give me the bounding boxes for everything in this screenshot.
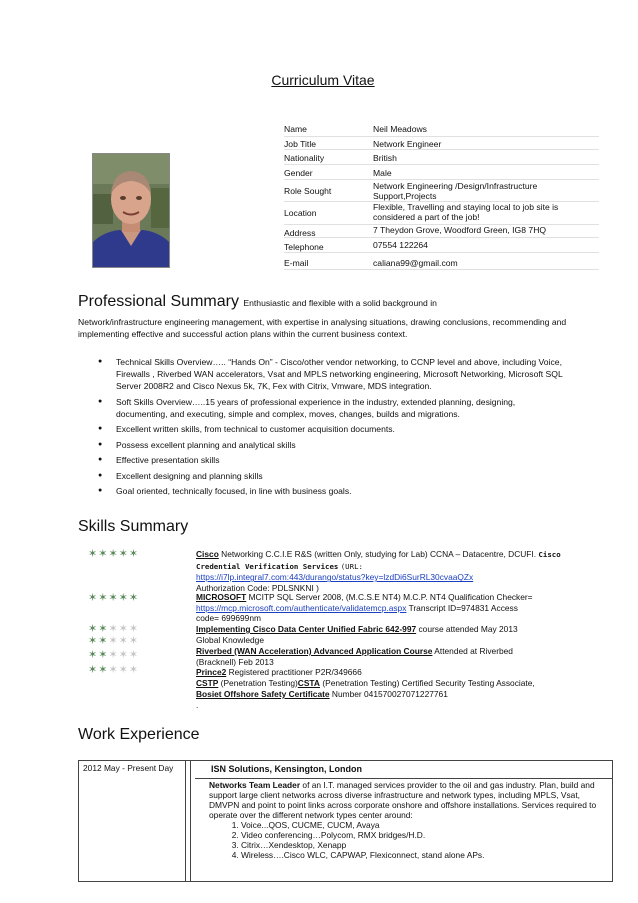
employment-dates: 2012 May - Present Day <box>83 763 174 773</box>
star-icon: ✶ <box>108 592 119 604</box>
profile-photo <box>92 153 170 268</box>
detail-value: 7 Theydon Grove, Woodford Green, IG8 7HQ <box>373 225 547 235</box>
list-item: ● Excellent written skills, from technical to customer acquisition documents. <box>98 423 568 435</box>
skills-summary-heading: Skills Summary <box>78 518 189 535</box>
table-divider <box>185 761 186 881</box>
detail-row-location <box>284 202 599 225</box>
star-rating-icon <box>88 623 139 635</box>
detail-value: Neil Meadows <box>373 124 427 134</box>
skill-dcuf <box>196 624 614 645</box>
skill-name: CSTP <box>196 678 219 688</box>
star-icon: ✶ <box>128 664 140 676</box>
skill-desc: MCITP SQL Server 2008, (M.C.S.E NT4) M.C.P. NT4 Qualification Checker= <box>248 592 533 602</box>
skill-name: Prince2 <box>196 667 227 677</box>
skill-desc: (Penetration Testing) Certified Security Testing Associate, <box>322 678 535 688</box>
detail-value: Flexible, Travelling and staying local to job site is considered a part of the job! <box>373 202 559 222</box>
detail-label: Address <box>284 228 316 238</box>
table-divider <box>190 761 191 881</box>
auth-code: Authorization Code: PDLSNKNI ) <box>196 582 319 593</box>
personal-details-table <box>284 124 599 270</box>
star-icon: ✶ <box>108 649 119 661</box>
detail-label: Location <box>284 208 317 218</box>
star-icon: ✶ <box>108 548 119 560</box>
star-icon: ✶ <box>108 623 119 635</box>
skill-name: Cisco <box>196 549 219 559</box>
star-icon: ✶ <box>98 649 109 661</box>
star-icon: ✶ <box>98 592 109 604</box>
detail-value: 07554 122264 <box>373 240 428 250</box>
detail-label: Gender <box>284 168 313 178</box>
skill-mono: Cisco <box>538 550 561 559</box>
star-icon: ✶ <box>118 664 129 676</box>
skill-prince2 <box>196 667 614 678</box>
star-icon: ✶ <box>128 649 140 661</box>
star-icon: ✶ <box>98 664 109 676</box>
section-title: Professional Summary <box>78 293 239 310</box>
skill-microsoft <box>196 592 614 624</box>
company-name: ISN Solutions, Kensington, London <box>195 761 612 779</box>
transcript-id: Transcript ID=974831 Access <box>408 602 518 613</box>
detail-row-name <box>284 124 599 137</box>
skill-desc: Registered practitioner P2R/349666 <box>228 667 362 677</box>
star-icon: ✶ <box>88 635 99 647</box>
person-photo-icon <box>93 154 169 267</box>
star-icon: ✶ <box>128 623 140 635</box>
professional-summary-heading <box>78 293 437 311</box>
skill-name: CSTA <box>297 678 320 688</box>
detail-label: Job Title <box>284 139 317 149</box>
star-icon: ✶ <box>98 635 109 647</box>
list-item: 2. Video conferencing…Polycom, RMX bridges/H.D. <box>241 830 607 840</box>
list-item: ● Effective presentation skills <box>98 454 568 466</box>
skill-name: Riverbed (WAN Acceleration) Advanced Application Course <box>196 646 433 656</box>
skill-mono: Credential Verification Services <box>196 561 339 571</box>
skill-desc: Networking C.C.I.E R&S (written Only, studying for Lab) CCNA – Datacentre, DCUFI. <box>221 549 537 559</box>
role-title: Networks Team Leader <box>209 780 301 790</box>
skill-name: Bosiet Offshore Safety Certificate <box>196 689 330 699</box>
list-item: 4. Wireless….Cisco WLC, CAPWAP, Flexiconnect, stand alone APs. <box>241 850 607 860</box>
list-item: 3. Citrix…Xendesktop, Xenapp <box>241 840 607 850</box>
detail-row-nationality <box>284 150 599 165</box>
star-rating-icon <box>88 592 139 604</box>
skill-location: (Bracknell) Feb 2013 <box>196 656 274 667</box>
detail-label: E-mail <box>284 258 309 268</box>
star-icon: ✶ <box>128 548 140 560</box>
skills-end-mark: . <box>196 699 199 710</box>
access-code: code= 699699nm <box>196 613 261 624</box>
star-icon: ✶ <box>108 664 119 676</box>
detail-label: Name <box>284 124 307 134</box>
skill-bosiet <box>196 689 614 710</box>
skill-desc: Number 041570027071227761 <box>331 689 448 699</box>
star-icon: ✶ <box>128 635 140 647</box>
skill-desc: Attended at Riverbed <box>434 646 513 656</box>
star-icon: ✶ <box>108 635 119 647</box>
role-description <box>209 780 607 860</box>
star-icon: ✶ <box>88 664 99 676</box>
detail-row-email <box>284 253 599 270</box>
detail-value: British <box>373 153 397 163</box>
star-icon: ✶ <box>98 623 109 635</box>
star-icon: ✶ <box>118 649 129 661</box>
star-icon: ✶ <box>88 649 99 661</box>
star-icon: ✶ <box>118 635 129 647</box>
list-item: ● Soft Skills Overview…..15 years of professional experience in the industry, extended planning, designing, documenting, and executing, simple and complex, moves, changes, builds and migrations. <box>98 396 568 420</box>
work-experience-table <box>78 760 613 882</box>
skill-cisco <box>196 549 614 593</box>
skill-desc: (Penetration Testing) <box>220 678 298 688</box>
detail-value: caliana99@gmail.com <box>373 258 458 268</box>
detail-label: Role Sought <box>284 186 332 196</box>
list-item: ● Possess excellent planning and analytical skills <box>98 439 568 451</box>
star-icon: ✶ <box>118 623 129 635</box>
document-title: Curriculum Vitae <box>271 72 375 88</box>
detail-label: Telephone <box>284 242 324 252</box>
detail-value: Network Engineering /Design/Infrastructure Support,Projects <box>373 181 538 201</box>
star-icon: ✶ <box>118 548 129 560</box>
detail-row-telephone <box>284 238 599 253</box>
role-text: of an I.T. managed services provider to the oil and gas industry. Plan, build and support large client networks across diverse infrastructure and network types, including MPLS, Vsat, DMVPN and point to point links across corporate onshore and offshore installations. Services required to operate over the different network types center around: <box>209 780 597 820</box>
work-experience-heading: Work Experience <box>78 726 200 743</box>
service-list <box>209 820 607 860</box>
list-item: ● Excellent designing and planning skills <box>98 470 568 482</box>
star-icon: ✶ <box>98 548 109 560</box>
star-icon: ✶ <box>88 592 99 604</box>
detail-value: Network Engineer <box>373 139 442 149</box>
detail-value: Male <box>373 168 392 178</box>
star-icon: ✶ <box>128 592 140 604</box>
skill-desc: course attended May 2013 <box>418 624 518 634</box>
star-icon: ✶ <box>118 592 129 604</box>
star-icon: ✶ <box>88 623 99 635</box>
skill-name: MICROSOFT <box>196 592 247 602</box>
detail-row-gender <box>284 165 599 180</box>
microsoft-verification-link[interactable]: https://mcp.microsoft.com/authenticate/validatemcp.aspx <box>196 602 407 613</box>
summary-text: Network/infrastructure engineering management, with expertise in analysing situations, drawing conclusions, recommending and implementing effective and successful action plans within the current business context. <box>78 317 567 339</box>
skill-riverbed <box>196 646 614 667</box>
summary-bullet-list <box>98 356 568 501</box>
detail-label: Nationality <box>284 153 325 163</box>
summary-intro: Enthusiastic and flexible with a solid background in <box>243 298 437 308</box>
detail-row-job-title <box>284 137 599 150</box>
star-rating-icon <box>88 548 139 560</box>
detail-row-role-sought <box>284 180 599 202</box>
star-rating-icon <box>88 635 139 647</box>
skill-name: Implementing Cisco Data Center Unified Fabric 642-997 <box>196 624 417 634</box>
skill-provider: Global Knowledge <box>196 634 264 645</box>
star-rating-icon <box>88 649 139 661</box>
star-rating-icon <box>88 664 139 676</box>
list-item: 1. Voice...QOS, CUCME, CUCM, Avaya <box>241 820 607 830</box>
list-item: ● Technical Skills Overview….. “Hands On” - Cisco/other vendor networking, to CCNP level and above, including Voice, Firewalls , Riverbed WAN accelerators, Vsat and MPLS networking engineering, Microsoft Networking, Microsoft SQL Server 2008R2 and Cisco Nexus 5k, 7K, Fex with Citrix, Vmware, MDS integration. <box>98 356 568 392</box>
cisco-verification-link[interactable]: https://i7lp.integral7.com:443/durango/status?key=lzdDi6SurRL30cvaaQZx <box>196 572 474 583</box>
list-item: ● Goal oriented, technically focused, in line with business goals. <box>98 485 568 497</box>
skill-mono: (URL: <box>340 561 363 571</box>
star-icon: ✶ <box>88 548 99 560</box>
skill-cstp-csta <box>196 678 614 689</box>
detail-row-address <box>284 225 599 238</box>
